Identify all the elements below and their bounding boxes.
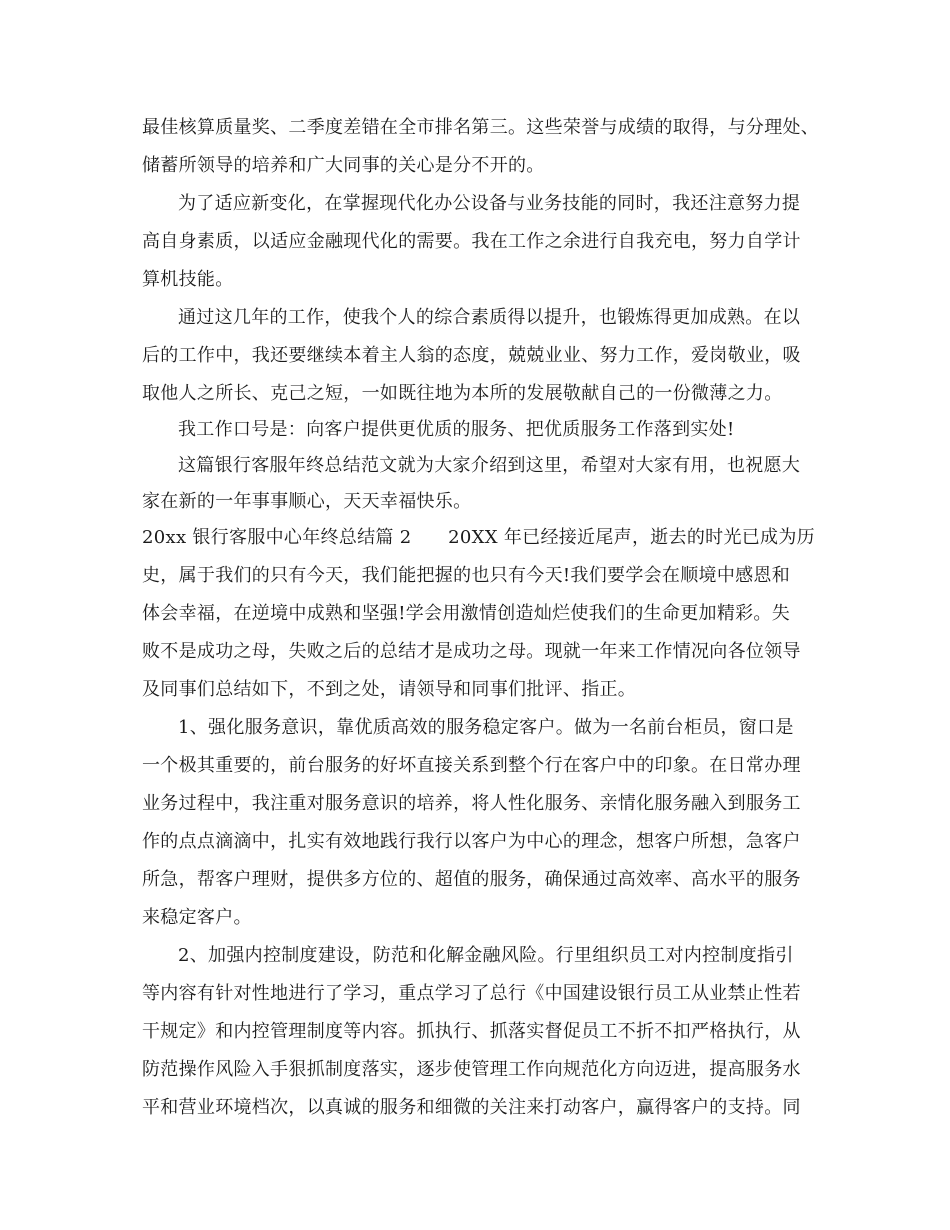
section-heading-line: 20xx 银行客服中心年终总结篇 2 20XX 年已经接近尾声，逝去的时光已成为历	[142, 527, 815, 548]
text-line: 后的工作中，我还要继续本着主人翁的态度，兢兢业业、努力工作，爱岗敬业，吸	[142, 345, 801, 366]
paragraph-start: 我工作口号是：向客户提供更优质的服务、把优质服务工作落到实处!	[178, 419, 735, 440]
text-line: 取他人之所长、克己之短，一如既往地为本所的发展敬献自己的一份微薄之力。	[142, 383, 783, 404]
text-line: 败不是成功之母，失败之后的总结才是成功之母。现就一年来工作情况向各位领导	[142, 641, 801, 662]
text-line: 算机技能。	[142, 269, 234, 290]
paragraph-start: 2、加强内控制度建设，防范和化解金融风险。行里组织员工对内控制度指引	[178, 945, 794, 966]
text-line: 防范操作风险入手狠抓制度落实，逐步使管理工作向规范化方向迈进，提高服务水	[142, 1059, 801, 1080]
text-line: 业务过程中，我注重对服务意识的培养，将人性化服务、亲情化服务融入到服务工	[142, 793, 801, 814]
text-line: 及同事们总结如下，不到之处，请领导和同事们批评、指正。	[142, 679, 637, 700]
paragraph-start: 1、强化服务意识，靠优质高效的服务稳定客户。做为一名前台柜员，窗口是	[178, 717, 794, 738]
text-line: 史，属于我们的只有今天，我们能把握的也只有今天!我们要学会在顺境中感恩和	[142, 565, 791, 586]
text-line: 最佳核算质量奖、二季度差错在全市排名第三。这些荣誉与成绩的取得，与分理处、	[142, 117, 820, 138]
text-line: 一个极其重要的，前台服务的好坏直接关系到整个行在客户中的印象。在日常办理	[142, 755, 801, 776]
text-line: 平和营业环境档次，以真诚的服务和细微的关注来打动客户，赢得客户的支持。同	[142, 1097, 801, 1118]
text-line: 体会幸福，在逆境中成熟和坚强!学会用激情创造灿烂使我们的生命更加精彩。失	[142, 603, 791, 624]
text-line: 干规定》和内控管理制度等内容。抓执行、抓落实督促员工不折不扣严格执行，从	[142, 1021, 801, 1042]
paragraph-start: 这篇银行客服年终总结范文就为大家介绍到这里，希望对大家有用，也祝愿大	[178, 455, 801, 476]
text-line: 家在新的一年事事顺心，天天幸福快乐。	[142, 491, 472, 512]
text-line: 来稳定客户。	[142, 907, 252, 928]
paragraph-start: 通过这几年的工作，使我个人的综合素质得以提升，也锻炼得更加成熟。在以	[178, 307, 801, 328]
text-line: 作的点点滴滴中，扎实有效地践行我行以客户为中心的理念，想客户所想，急客户	[142, 831, 801, 852]
text-line: 等内容有针对性地进行了学习，重点学习了总行《中国建设银行员工从业禁止性若	[142, 983, 801, 1004]
text-line: 所急，帮客户理财，提供多方位的、超值的服务，确保通过高效率、高水平的服务	[142, 869, 801, 890]
text-line: 储蓄所领导的培养和广大同事的关心是分不开的。	[142, 155, 545, 176]
text-line: 高自身素质，以适应金融现代化的需要。我在工作之余进行自我充电，努力自学计	[142, 231, 801, 252]
paragraph-start: 为了适应新变化，在掌握现代化办公设备与业务技能的同时，我还注意努力提	[178, 193, 801, 214]
